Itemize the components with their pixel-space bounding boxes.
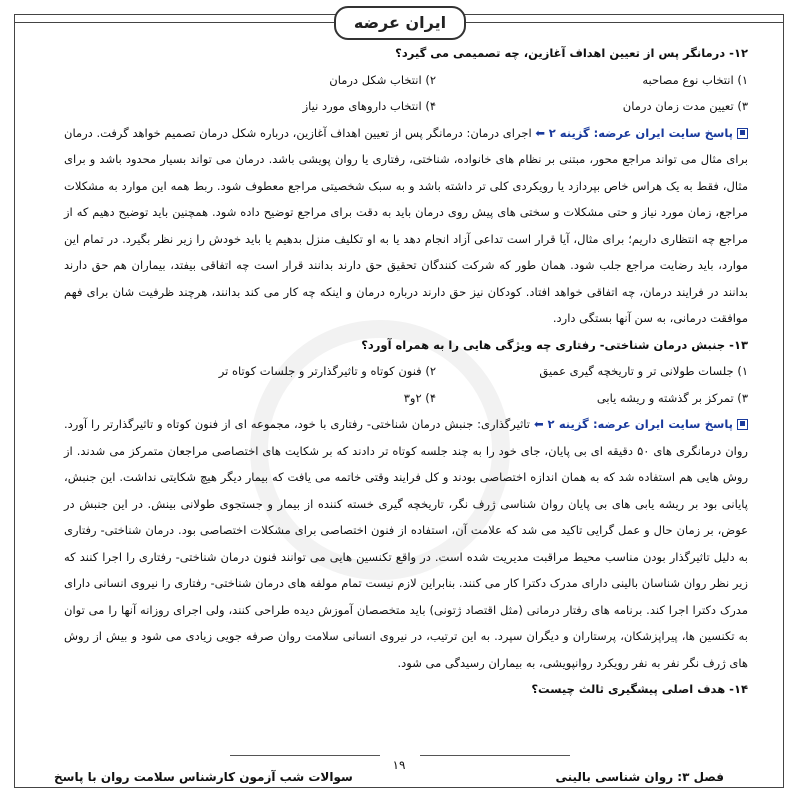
q13-option-3: ۳) تمرکز بر گذشته و ریشه یابی [596, 390, 748, 405]
book-title: سوالات شب آزمون کارشناس سلامت روان با پاسخ [54, 770, 353, 784]
header-rule-left [14, 22, 334, 23]
q12-answer [64, 120, 748, 332]
page-number: ۱۹ [392, 758, 406, 772]
q13-options-row-2 [64, 385, 748, 412]
q12-options-row-2 [64, 93, 748, 120]
q13-answer-label: پاسخ سایت ایران عرضه: گزینه ۲ [547, 417, 734, 431]
checkbox-icon [737, 128, 748, 139]
q12-option-4: ۴) انتخاب داروهای مورد نیاز [302, 99, 436, 113]
question-14: ۱۴- هدف اصلی پیشگیری ثالث چیست؟ [531, 682, 748, 696]
q13-option-4: ۴) ۲و۳ [403, 390, 436, 405]
page-footer [14, 742, 784, 788]
q12-answer-label: پاسخ سایت ایران عرضه: گزینه ۲ [548, 125, 734, 140]
checkbox-icon [737, 419, 748, 430]
brand-logo: ایران عرضه [334, 6, 466, 40]
q12-answer-text: اجرای درمان: درمانگر پس از تعیین اهداف آغازین، درباره شکل درمان تصمیم خواهد گرفت. درمان برای مثال می تواند مراجع محور، مبتنی بر نظام های خانواده، شناختی، رفتاری یا روان پویشی باشد. درمان می تواند بسیار محدود باشد و برای مثال، فقط به یک هراس خاص بپردازد یا رویکردی کلی تر داشته باشد و به سبک شخصیتی مراجع معطوف شود. ربط همه این موارد به مشکلات مراجع، زمان مورد نیاز و حتی مشکلات و سختی های پیش روی درمان باید به دقت برای مراجع توضیح داده شود. همچنین باید توضیح دهیم که از مراجع چه انتظاری داریم؛ برای مثال، آیا قرار است تداعی آزاد انجام دهد یا به او تکلیف منزل بدهیم یا باید خودش را زیر نظر بگیرد. در تمام این موارد، باید رضایت مراجع جلب شود. همان طور که شرکت کنندگان تحقیق حق دارند بدانند قرار است چه اتفاقی بیفتد، بیماران هم حق دارند بدانند در فرایند درمان، چه اتفاقی خواهد افتاد. کودکان نیز حق دارند درباره درمان و اینکه چه کار می کند بدانند، هرچند ظرفیت شان برای فهم موافقت درمانی، به سن آنها بستگی دارد. [64, 125, 748, 325]
page-content [64, 40, 748, 703]
q12-option-3: ۳) تعیین مدت زمان درمان [622, 99, 748, 113]
arrow-left-icon: ⬅ [533, 417, 544, 431]
q13-answer [64, 411, 748, 676]
q13-options-row-1 [64, 358, 748, 385]
q12-options-row-1 [64, 67, 748, 94]
q12-option-2: ۲) انتخاب شکل درمان [329, 72, 436, 87]
q13-answer-text: تاثیرگذاری: جنبش درمان شناختی- رفتاری با خود، مجموعه ای از فنون کوتاه و تاثیرگذارتر را آورد. روان درمانگری های ۵۰ دقیقه ای بی پایان، جای خود را به چند جلسه کوتاه تر دادند که بر شکایت های اختصاصی مراجعان متمرکز می شدند. از روش هایی هم استفاده شد که به همان اندازه اختصاصی بودند و کل فرایند وقتی خاتمه می یافت که بیمار دیگر هیچ شکایتی نداشت. این جنبش، پایانی بود بر ریشه یابی های بی پایان روان شناسی ژرف نگر، تاریخچه گیری خسته کننده از بیمار و جستجوی طولانی بینش. در این جنبش در عوض، بر زمان حال و عمل گرایی تاکید می شد که علامت آن، استفاده از فنون اختصاصی برای مشکلات اختصاصی بود. درمان شناختی- رفتاری به دلیل تاثیرگذار بودن مناسب محیط مراقبت مدیریت شده است. در واقع تکنسین هایی می توانند فنون درمان شناختی- رفتاری را اجرا کنند که زیر نظر روان شناسان بالینی دارای مدرک دکترا کار می کنند. بنابراین لازم نیست تمام مولفه های درمان شناختی- رفتاری را نیروی انسانی دارای مدرک دکترا اجرا کند. برنامه های رفتار درمانی (مثل اقتصاد ژتونی) باید متخصصان آموزش دیده طراحی کنند، ولی اجرای روزانه آنها را می توان به تکنسین ها، پیراپزشکان، پرستاران و دیگران سپرد. به این ترتیب، در نیروی انسانی سلامت روان صرفه جویی زیادی می شود و بیش از روش های ژرف نگر نفر به نفر رویکرد روانپویشی، به بیماران رسیدگی می شود. [64, 417, 748, 670]
q13-option-2: ۲) فنون کوتاه و تاثیرگذارتر و جلسات کوتاه تر [218, 364, 436, 378]
question-12: ۱۲- درمانگر پس از تعیین اهداف آغازین، چه تصمیمی می گیرد؟ [395, 46, 748, 60]
question-13: ۱۳- جنبش درمان شناختی- رفتاری چه ویژگی هایی را به همراه آورد؟ [361, 337, 748, 352]
q13-option-1: ۱) جلسات طولانی تر و تاریخچه گیری عمیق [539, 364, 748, 378]
header-rule-right [466, 22, 784, 23]
chapter-title: فصل ۳: روان شناسی بالینی [555, 770, 724, 784]
arrow-left-icon: ⬅ [535, 125, 545, 140]
q12-option-1: ۱) انتخاب نوع مصاحبه [642, 72, 748, 87]
